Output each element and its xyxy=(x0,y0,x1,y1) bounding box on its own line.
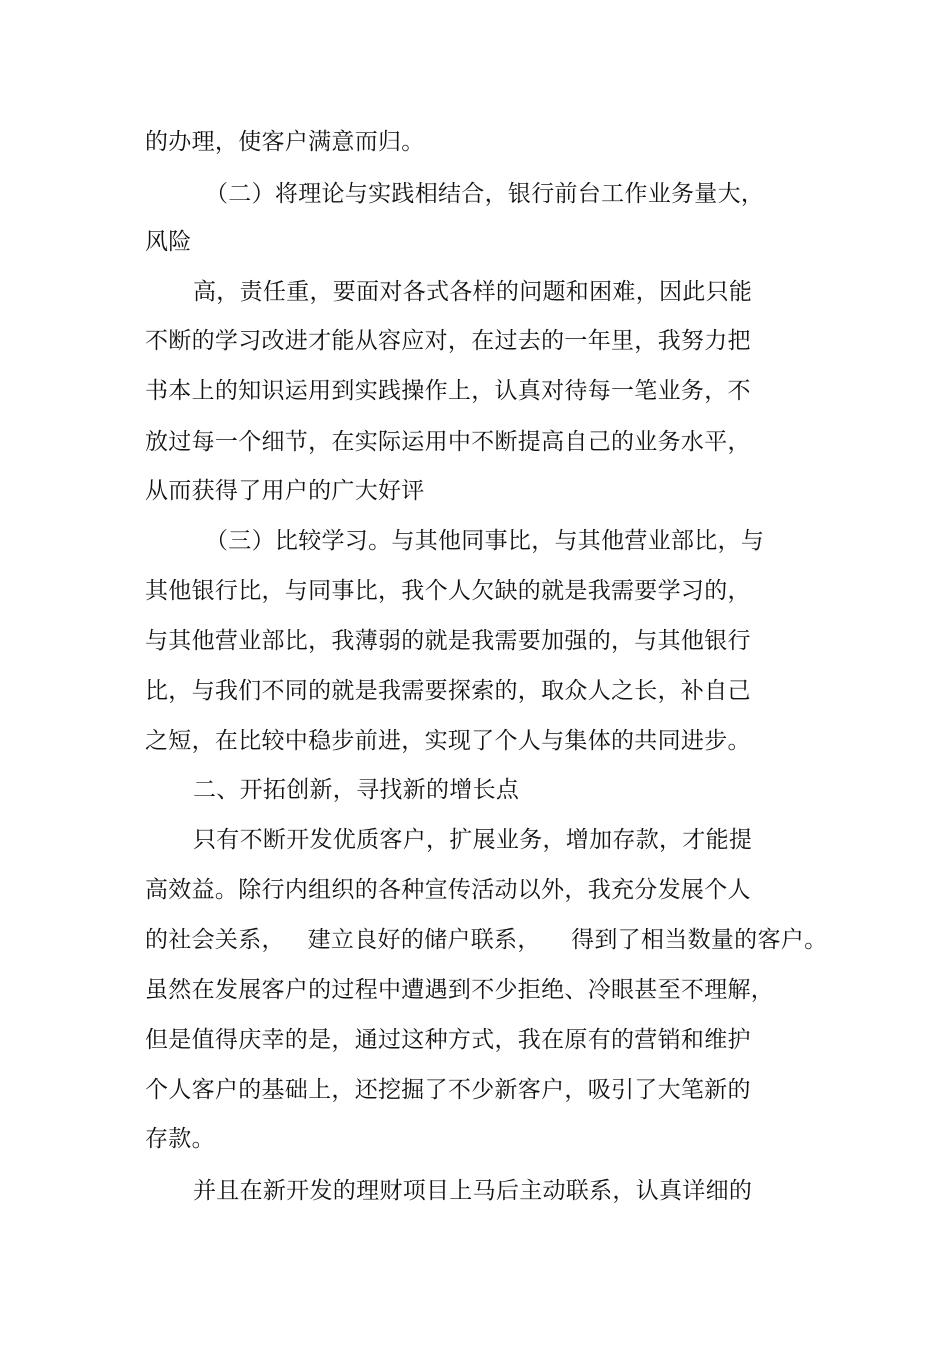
text-line: 只有不断开发优质客户，扩展业务，增加存款，才能提 xyxy=(193,827,753,853)
text-line: 书本上的知识运用到实践操作上，认真对待每一笔业务，不 xyxy=(145,378,751,404)
text-line: 从而获得了用户的广大好评 xyxy=(145,478,425,504)
text-line: 比，与我们不同的就是我需要探索的，取众人之长，补自己 xyxy=(145,678,751,704)
text-line: 虽然在发展客户的过程中遭遇到不少拒绝、冷眼甚至不理解， xyxy=(145,977,775,1003)
text-line: 不断的学习改进才能从容应对，在过去的一年里，我努力把 xyxy=(145,328,751,354)
text-line: （三）比较学习。与其他同事比，与其他营业部比，与 xyxy=(205,528,765,554)
text-line: 的社会关系， 建立良好的储户联系， 得到了相当数量的客户。 xyxy=(145,927,828,953)
text-line: （二）将理论与实践相结合，银行前台工作业务量大， xyxy=(205,181,765,207)
text-line: 的办理，使客户满意而归。 xyxy=(145,129,425,155)
text-line: 个人客户的基础上，还挖掘了不少新客户，吸引了大笔新的 xyxy=(145,1077,751,1103)
text-line: 高，责任重，要面对各式各样的问题和困难，因此只能 xyxy=(193,279,753,305)
text-line: 与其他营业部比，我薄弱的就是我需要加强的，与其他银行 xyxy=(145,628,751,654)
text-line: 并且在新开发的理财项目上马后主动联系，认真详细的 xyxy=(193,1178,753,1204)
text-line: 存款。 xyxy=(145,1126,215,1152)
text-line: 其他银行比，与同事比，我个人欠缺的就是我需要学习的， xyxy=(145,578,751,604)
text-line: 高效益。除行内组织的各种宣传活动以外，我充分发展个人 xyxy=(145,877,751,903)
text-line: 之短，在比较中稳步前进，实现了个人与集体的共同进步。 xyxy=(145,728,751,754)
text-line: 风险 xyxy=(145,229,192,255)
text-line: 放过每一个细节，在实际运用中不断提高自己的业务水平， xyxy=(145,429,751,455)
text-line: 但是值得庆幸的是，通过这种方式，我在原有的营销和维护 xyxy=(145,1027,751,1053)
section-heading: 二、开拓创新，寻找新的增长点 xyxy=(193,777,520,803)
